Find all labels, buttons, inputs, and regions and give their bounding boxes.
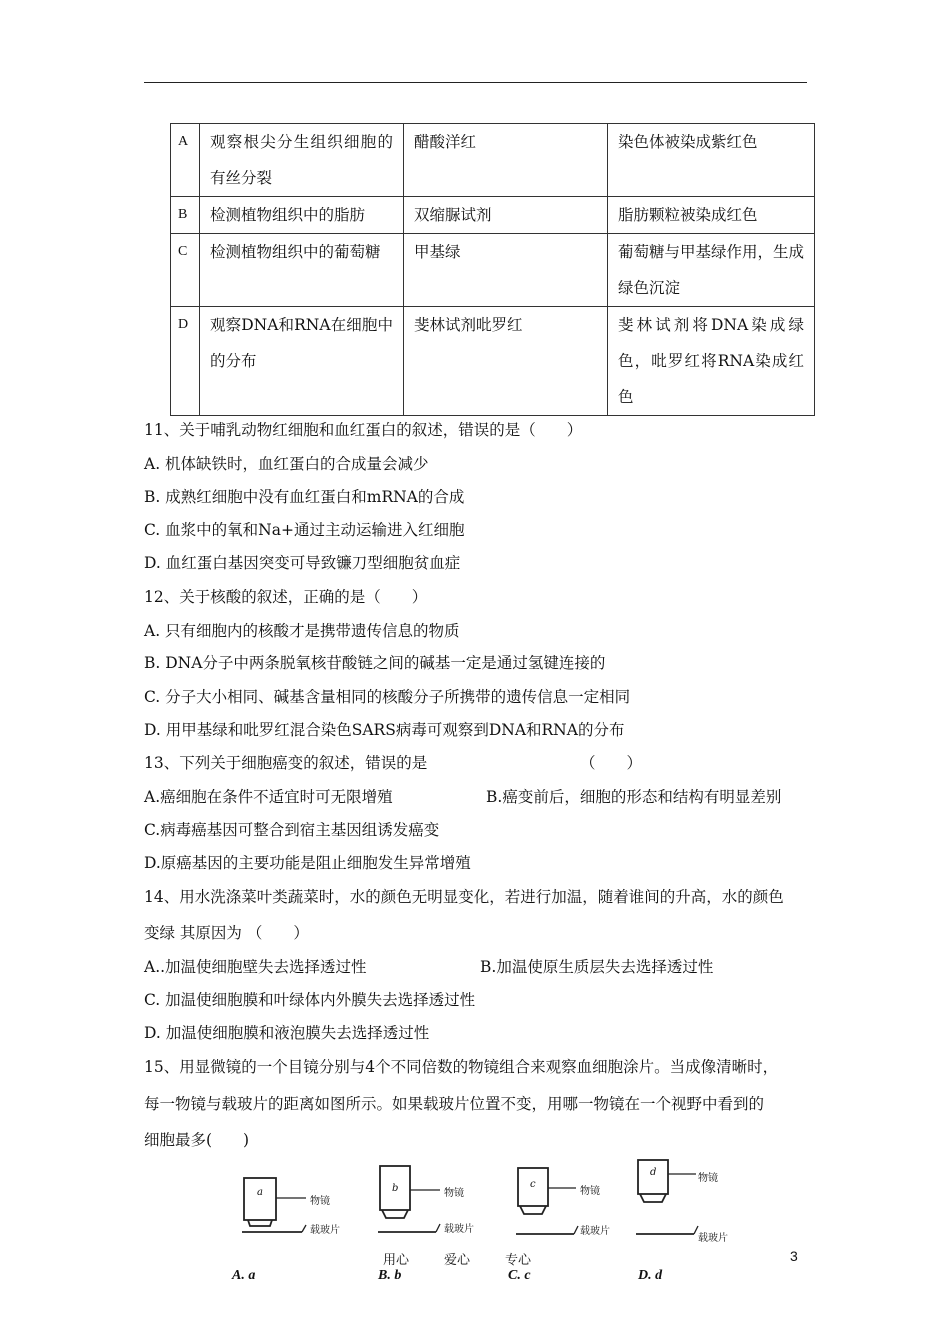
table-row xyxy=(171,234,815,307)
result-cell: 葡萄糖与甲基绿作用，生成绿色沉淀 xyxy=(608,234,815,307)
footer-word-1: 用心 xyxy=(383,1253,410,1268)
reagent-cell: 甲基绿 xyxy=(404,234,608,307)
question-13-option-a: A.癌细胞在条件不适宜时可无限增殖 xyxy=(144,788,393,806)
experiment-cell: 观察DNA和RNA在细胞中的分布 xyxy=(200,307,404,416)
reagent-cell: 醋酸洋红 xyxy=(404,124,608,197)
lens-d-slide-label: 载玻片 xyxy=(698,1233,728,1244)
lens-d-objective-label: 物镜 xyxy=(698,1173,718,1184)
question-14-option-c: C. 加温使细胞膜和叶绿体内外膜失去选择透过性 xyxy=(144,991,476,1009)
experiment-cell: 观察根尖分生组织细胞的有丝分裂 xyxy=(200,124,404,197)
question-11-option-a: A. 机体缺铁时，血红蛋白的合成量会减少 xyxy=(144,455,429,473)
table-row xyxy=(171,124,815,197)
question-15-line3: 细胞最多( ) xyxy=(144,1131,250,1149)
question-14-option-b: B.加温使原生质层失去选择透过性 xyxy=(480,958,714,976)
lens-c-slide-label: 载玻片 xyxy=(580,1226,610,1237)
question-11-option-b: B. 成熟红细胞中没有血红蛋白和mRNA的合成 xyxy=(144,488,465,506)
figure-caption-b: B. b xyxy=(378,1268,402,1283)
figure-caption-d: D. d xyxy=(638,1268,663,1283)
question-12-option-d: D. 用甲基绿和吡罗红混合染色SARS病毒可观察到DNA和RNA的分布 xyxy=(144,721,625,739)
figure-caption-a: A. a xyxy=(232,1268,256,1283)
question-12-option-b: B. DNA分子中两条脱氧核苷酸链之间的碱基一定是通过氢键连接的 xyxy=(144,654,606,672)
result-cell: 染色体被染成紫红色 xyxy=(608,124,815,197)
result-cell: 脂肪颗粒被染成红色 xyxy=(608,197,815,234)
question-15-line2: 每一物镜与载玻片的距离如图所示。如果载玻片位置不变，用哪一物镜在一个视野中看到的 xyxy=(144,1095,765,1113)
question-11-stem: 11、关于哺乳动物红细胞和血红蛋白的叙述，错误的是（ ） xyxy=(144,421,583,439)
lens-a-slide-label: 载玻片 xyxy=(310,1225,340,1236)
question-14-stem-line2: 变绿 其原因为 （ ） xyxy=(144,924,309,942)
lens-c-letter: c xyxy=(530,1179,536,1190)
row-letter: C xyxy=(171,234,200,307)
result-cell: 斐林试剂将DNA染成绿色，吡罗红将RNA染成红色 xyxy=(608,307,815,416)
objective-lens-b-drawing xyxy=(378,1164,508,1236)
footer-word-3: 专心 xyxy=(505,1253,532,1268)
lens-a-letter: a xyxy=(257,1187,263,1198)
question-11-option-d: D. 血红蛋白基因突变可导致镰刀型细胞贫血症 xyxy=(144,554,461,572)
question-13-answer-paren: （ ） xyxy=(580,754,643,772)
lens-a-objective-label: 物镜 xyxy=(310,1196,330,1207)
table-row xyxy=(171,197,815,234)
experiment-table xyxy=(170,123,815,416)
page-number: 3 xyxy=(790,1248,798,1264)
question-13-option-b: B.癌变前后，细胞的形态和结构有明显差别 xyxy=(486,788,782,806)
question-12-option-a: A. 只有细胞内的核酸才是携带遗传信息的物质 xyxy=(144,622,460,640)
lens-c-objective-label: 物镜 xyxy=(580,1186,600,1197)
question-13-option-c: C.病毒癌基因可整合到宿主基因组诱发癌变 xyxy=(144,821,440,839)
question-14-option-a: A..加温使细胞壁失去选择透过性 xyxy=(144,958,367,976)
experiment-cell: 检测植物组织中的葡萄糖 xyxy=(200,234,404,307)
question-14-stem-line1: 14、用水洗涤菜叶类蔬菜时，水的颜色无明显变化，若进行加温，随着谁间的升高，水的颜色 xyxy=(144,888,784,906)
question-14-option-d: D. 加温使细胞膜和液泡膜失去选择透过性 xyxy=(144,1024,430,1042)
question-15-line1: 15、用显微镜的一个目镜分别与4个不同倍数的物镜组合来观察血细胞涂片。当成像清晰时， xyxy=(144,1058,779,1076)
lens-b-slide-label: 载玻片 xyxy=(444,1224,474,1235)
experiment-cell: 检测植物组织中的脂肪 xyxy=(200,197,404,234)
row-letter: A xyxy=(171,124,200,197)
footer-word-2: 爱心 xyxy=(444,1253,471,1268)
reagent-cell: 双缩脲试剂 xyxy=(404,197,608,234)
lens-d-letter: d xyxy=(650,1167,657,1178)
row-letter: B xyxy=(171,197,200,234)
table-row xyxy=(171,307,815,416)
lens-b-letter: b xyxy=(392,1183,399,1194)
reagent-cell: 斐林试剂吡罗红 xyxy=(404,307,608,416)
question-13-stem: 13、下列关于细胞癌变的叙述，错误的是 xyxy=(144,754,428,772)
question-11-option-c: C. 血浆中的氧和Na+通过主动运输进入红细胞 xyxy=(144,521,465,539)
header-rule xyxy=(144,82,807,83)
question-12-stem: 12、关于核酸的叙述，正确的是（ ） xyxy=(144,588,428,606)
question-12-option-c: C. 分子大小相同、碱基含量相同的核酸分子所携带的遗传信息一定相同 xyxy=(144,688,631,706)
objective-lens-figure xyxy=(220,1156,740,1286)
objective-lens-a-drawing xyxy=(242,1176,372,1236)
row-letter: D xyxy=(171,307,200,416)
lens-b-objective-label: 物镜 xyxy=(444,1188,464,1199)
question-13-option-d: D.原癌基因的主要功能是阻止细胞发生异常增殖 xyxy=(144,854,471,872)
figure-caption-c: C. c xyxy=(508,1268,531,1283)
